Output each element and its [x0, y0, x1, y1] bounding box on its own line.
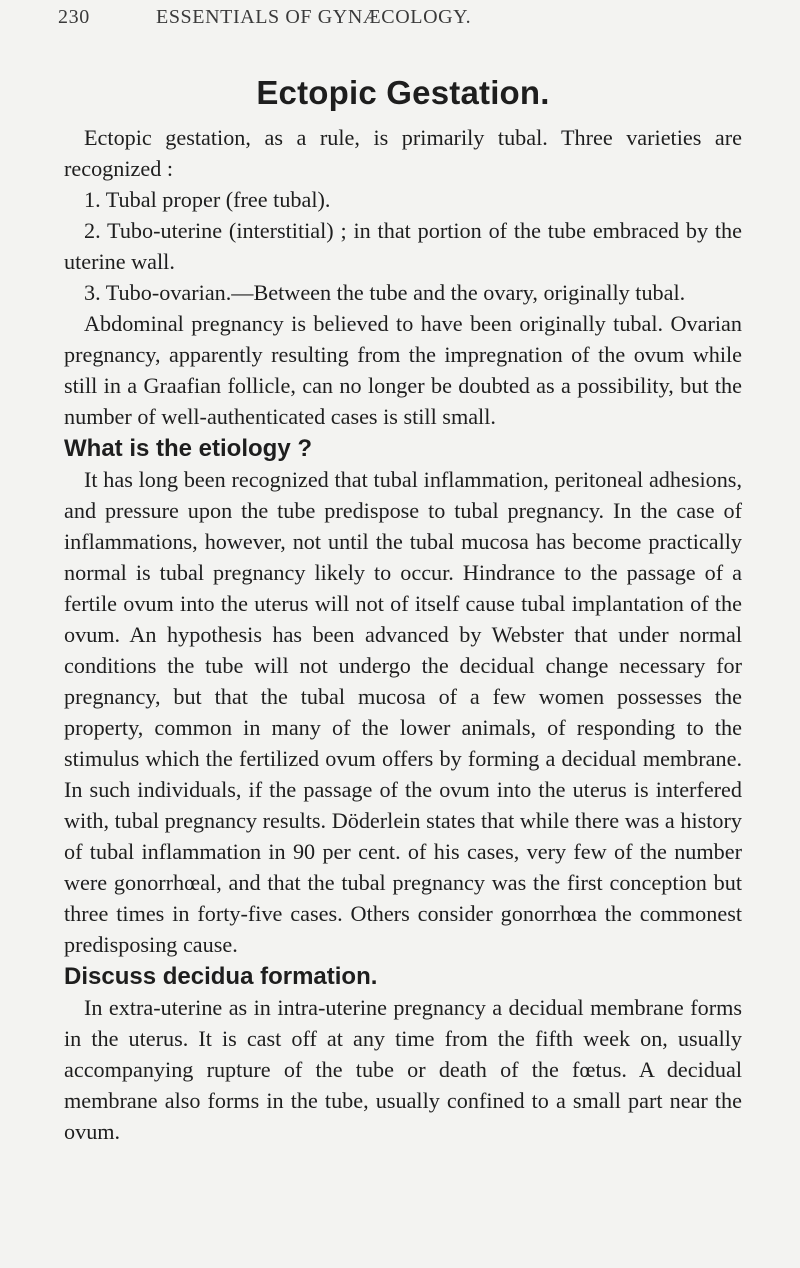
etiology-answer: It has long been recognized that tubal inflammation, peritoneal adhesions, and pressure upon the tube predispose to tubal pregnancy. In the case of inflammations, however, not until the tubal mucosa has become practically normal is tubal pregnancy likely to occur. Hindrance to the passage of a fertile ovum into the uterus will not of itself cause tubal implantation of the ovum. An hypothesis has been advanced by Webster that under normal conditions the tube will not undergo the decidual change necessary for pregnancy, but that the tubal mucosa of a few women possesses the property, common in many of the lower animals, of responding to the stimulus which the fertilized ovum offers by forming a decidual membrane. In such individuals, if the passage of the ovum into the uterus is interfered with, tubal pregnancy results. Döderlein states that while there was a history of tubal inflammation in 90 per cent. of his cases, very few of the number were gonorrhœal, and that the tubal pregnancy was the first conception but three times in forty-five cases. Others consider gonorrhœa the commonest predisposing cause. — [64, 467, 742, 957]
abdominal-pregnancy-paragraph: Abdominal pregnancy is believed to have been originally tubal. Ovarian pregnancy, apparently resulting from the impregnation of the ovum while still in a Graafian follicle, can no longer be doubted as a possibility, but the number of well-authenticated cases is still small. — [64, 311, 742, 429]
variety-item-3: 3. Tubo-ovarian.—Between the tube and the ovary, originally tubal. — [84, 280, 686, 305]
page-number: 230 — [58, 6, 90, 28]
etiology-question: What is the etiology ? — [64, 435, 313, 462]
running-head — [58, 6, 718, 30]
section-heading: Ectopic Gestation. — [256, 74, 550, 111]
variety-item-1: 1. Tubal proper (free tubal). — [84, 187, 331, 212]
decidua-question: Discuss decidua formation. — [64, 963, 378, 990]
running-title: ESSENTIALS OF GYNÆCOLOGY. — [156, 6, 472, 28]
decidua-answer: In extra-uterine as in intra-uterine pregnancy a decidual membrane forms in the uterus. It is cast off at any time from the fifth week on, usually accompanying rupture of the tube or death of the fœtus. A decidual membrane also forms in the tube, usually confined to a small part near the ovum. — [64, 995, 742, 1144]
intro-paragraph: Ectopic gestation, as a rule, is primarily tubal. Three varieties are recognized : — [64, 125, 742, 181]
variety-item-2: 2. Tubo-uterine (interstitial) ; in that portion of the tube embraced by the uterine wall. — [64, 218, 742, 274]
